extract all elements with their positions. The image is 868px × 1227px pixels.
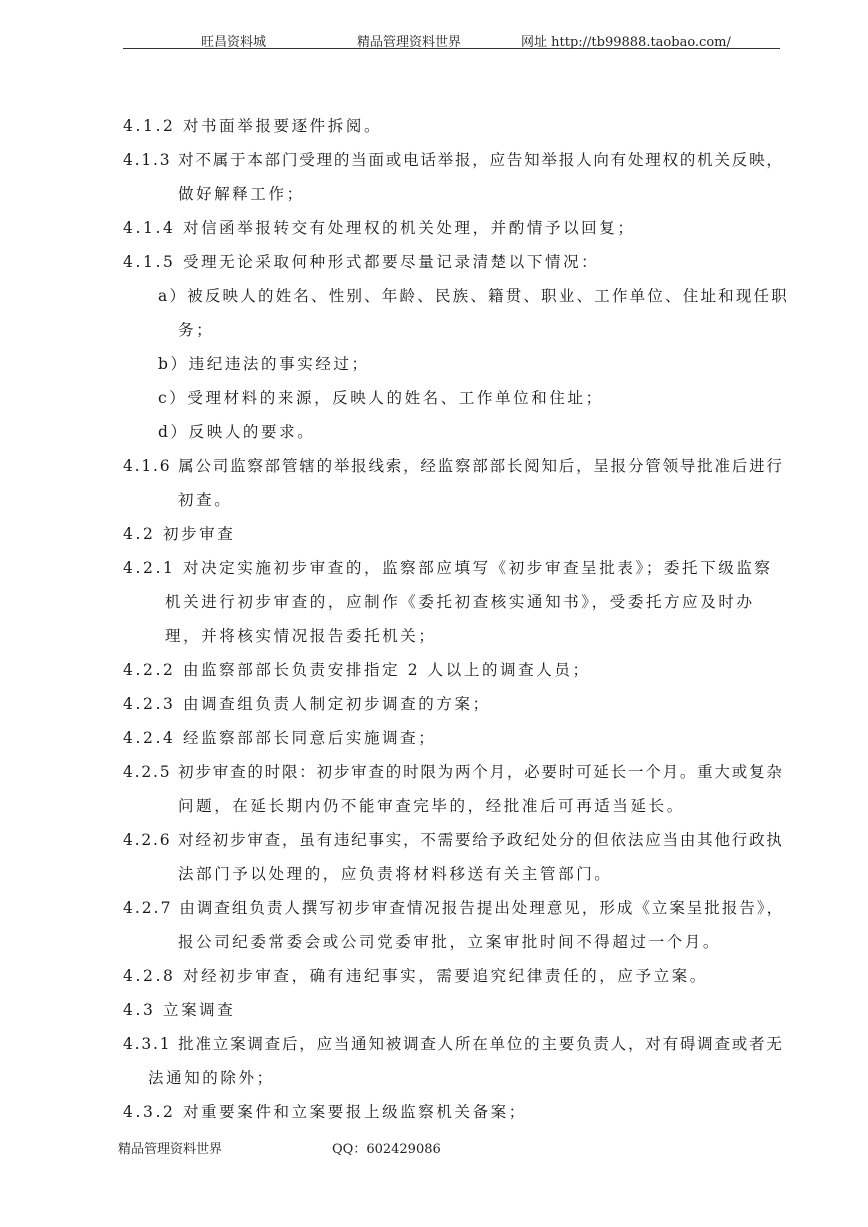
section-heading: 4.2 初步审查: [123, 525, 236, 543]
text-line: 4.1.4 对信函举报转交有处理权的机关处理，并酌情予以回复；: [123, 219, 636, 237]
section-heading: 4.3 立案调查: [123, 1001, 236, 1019]
text-line: 4.2.5 初步审查的时限：初步审查的时限为两个月，必要时可延长一个月。重大或复杂: [123, 763, 784, 781]
text-line: 法部门予以处理的，应负责将材料移送有关主管部门。: [178, 865, 613, 883]
page-header: [123, 28, 780, 49]
header-middle-text: 精品管理资料世界: [357, 35, 462, 50]
text-line: d）反映人的要求。: [158, 423, 316, 441]
text-line: 机关进行初步审查的，应制作《委托初查核实通知书》，受委托方应及时办: [165, 593, 755, 611]
text-line: 4.2.8 对经初步审查，确有违纪事实，需要追究纪律责任的，应予立案。: [123, 967, 708, 985]
text-line: c）受理材料的来源，反映人的姓名、工作单位和住址；: [158, 389, 604, 407]
text-line: 4.2.7 由调查组负责人撰写初步审查情况报告提出处理意见，形成《立案呈批报告》，: [123, 899, 785, 917]
text-line: 4.2.4 经监察部部长同意后实施调查；: [123, 729, 437, 747]
text-line: 理，并将核实情况报告委托机关；: [165, 627, 437, 645]
text-line: 4.1.3 对不属于本部门受理的当面或电话举报，应告知举报人向有处理权的机关反映，: [123, 151, 784, 169]
header-left-text: 旺昌资料城: [201, 35, 267, 50]
text-line: 务；: [178, 321, 215, 339]
text-line: 4.2.1 对决定实施初步审查的，监察部应填写《初步审查呈批表》；委托下级监察: [123, 559, 773, 577]
text-line: 初查。: [178, 491, 233, 509]
text-line: 4.1.5 受理无论采取何种形式都要尽量记录清楚以下情况：: [123, 253, 600, 271]
text-line: b）违纪违法的事实经过；: [158, 355, 370, 373]
text-line: 4.2.6 对经初步审查，虽有违纪事实，不需要给予政纪处分的但依法应当由其他行政执: [123, 831, 784, 849]
text-line: 4.3.1 批准立案调查后，应当通知被调查人所在单位的主要负责人，对有碍调查或者无: [123, 1035, 784, 1053]
text-line: a）被反映人的姓名、性别、年龄、民族、籍贯、职业、工作单位、住址和现任职: [158, 287, 789, 305]
text-line: 4.2.3 由调查组负责人制定初步调查的方案；: [123, 695, 491, 713]
text-line: 做好解释工作；: [178, 185, 305, 203]
text-line: 问题，在延长期内仍不能审查完毕的，经批准后可再适当延长。: [178, 797, 685, 815]
text-line: 4.2.2 由监察部部长负责安排指定 2 人以上的调查人员；: [123, 661, 591, 679]
footer-left-text: 精品管理资料世界: [118, 1142, 223, 1157]
text-line: 4.1.6 属公司监察部管辖的举报线索，经监察部部长阅知后，呈报分管领导批准后进行: [123, 457, 784, 475]
text-line: 报公司纪委常委会或公司党委审批，立案审批时间不得超过一个月。: [178, 933, 722, 951]
header-website-text: 网址 http://tb99888.taobao.com/: [521, 35, 731, 50]
footer-qq-text: QQ：602429086: [332, 1142, 441, 1157]
text-line: 4.1.2 对书面举报要逐件拆阅。: [123, 117, 383, 135]
text-line: 4.3.2 对重要案件和立案要报上级监察机关备案；: [123, 1103, 527, 1121]
text-line: 法通知的除外；: [148, 1069, 275, 1087]
